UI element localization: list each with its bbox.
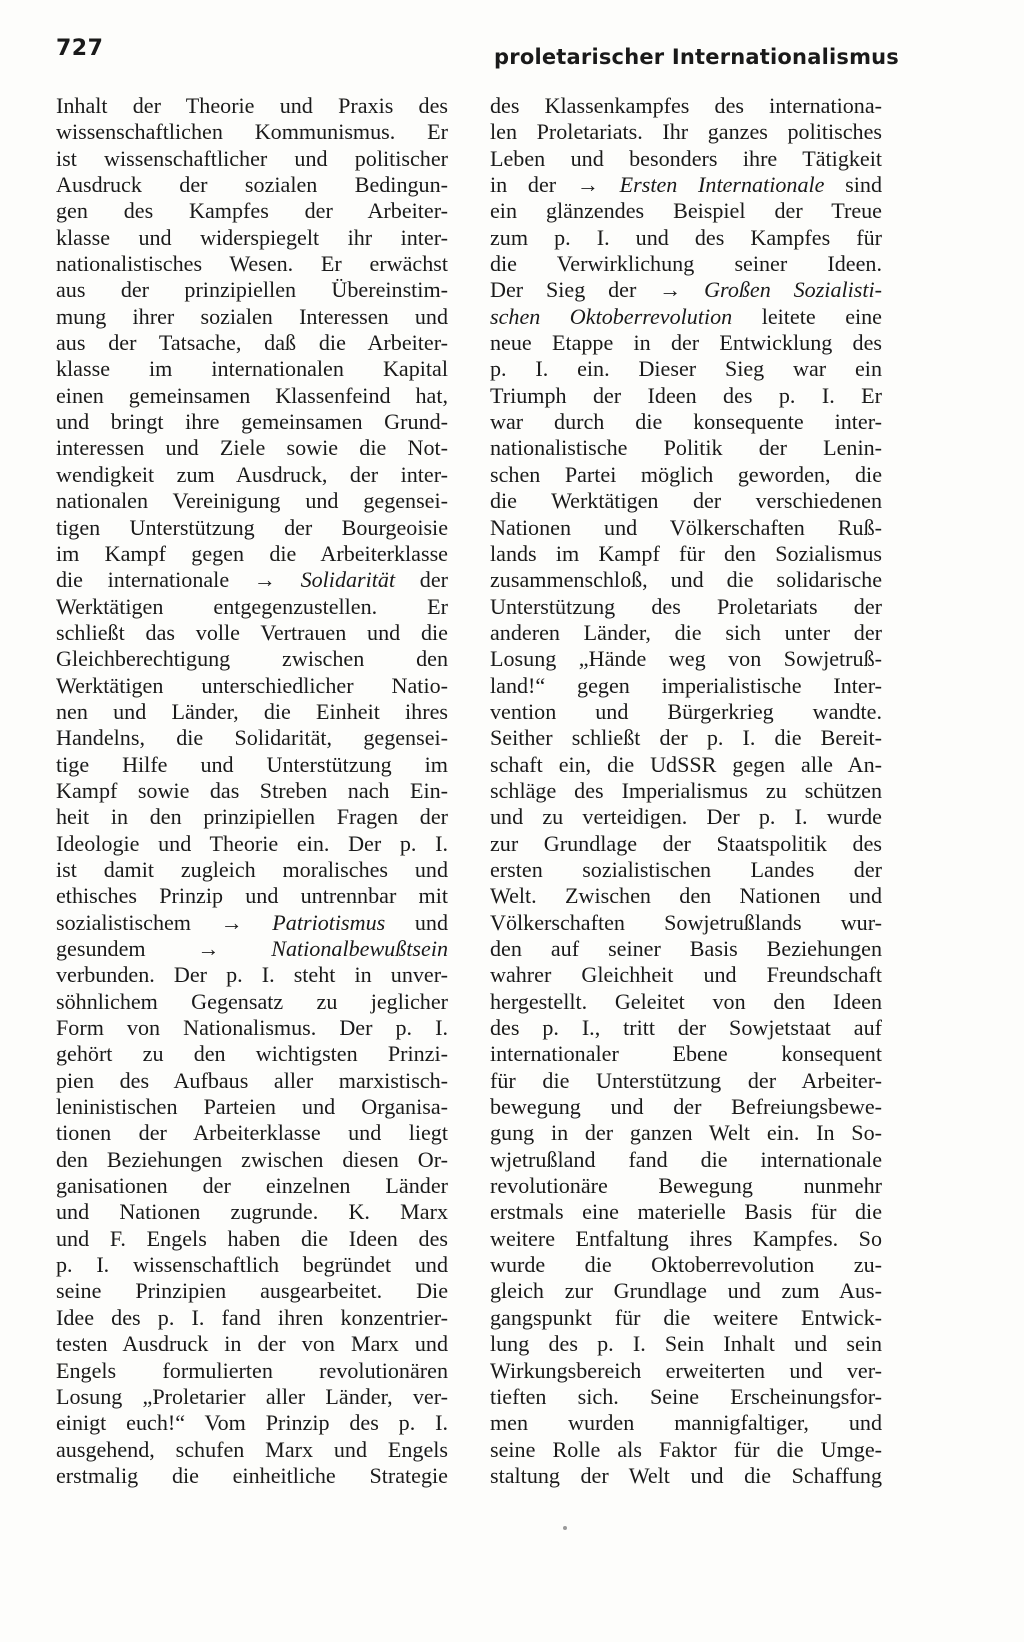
italic-term: Patriotismus [272, 909, 386, 935]
text-line [56, 1410, 448, 1436]
text-segment: söhnlichem Gegensatz zu jeglicher [56, 988, 448, 1014]
text-segment: Der Sieg der → [490, 277, 705, 303]
text-line [490, 198, 882, 224]
text-line [56, 831, 448, 857]
text-segment: p. I. wissenschaftlich begründet und [56, 1252, 448, 1278]
text-line [56, 251, 448, 277]
text-line [56, 1226, 448, 1252]
text-line [490, 93, 882, 119]
text-line [490, 1358, 882, 1384]
italic-term: schen Oktoberrevolution [490, 303, 733, 329]
text-line [490, 673, 882, 699]
text-line [490, 146, 882, 172]
text-line [490, 1437, 882, 1463]
text-line [490, 752, 882, 778]
text-segment: wahrer Gleichheit und Freundschaft [490, 962, 882, 988]
text-line [56, 356, 448, 382]
text-line [56, 1331, 448, 1357]
italic-term: Ersten Internationale [619, 172, 825, 198]
text-segment: Werktätigen unterschiedlicher Natio- [56, 672, 448, 698]
text-line [56, 277, 448, 303]
italic-term: Nationalbewußtsein [271, 936, 448, 961]
text-line [56, 409, 448, 435]
text-line [56, 857, 448, 883]
text-segment: schließt das volle Vertrauen und die [56, 619, 448, 645]
text-line [490, 1094, 882, 1120]
text-segment: schen Partei möglich geworden, die [490, 461, 882, 487]
text-line [490, 594, 882, 620]
text-line [490, 620, 882, 646]
text-segment: des p. I., tritt der Sowjetstaat auf [490, 1015, 882, 1041]
text-segment: nationalistisches Wesen. Er erwächst [56, 251, 448, 277]
text-segment: gen des Kampfes der Arbeiter- [56, 198, 448, 224]
text-line [56, 146, 448, 172]
text-segment: tionen der Arbeiterklasse und liegt [56, 1120, 448, 1146]
text-segment: Welt. Zwischen den Nationen und [490, 883, 882, 909]
text-segment: schaft ein, die UdSSR gegen alle An- [490, 751, 882, 777]
text-line [56, 304, 448, 330]
text-line [56, 1041, 448, 1067]
text-segment: internationaler Ebene konsequent [490, 1041, 882, 1067]
text-line [56, 673, 448, 699]
text-line [56, 1015, 448, 1041]
text-segment: aus der prinzipiellen Übereinstim- [56, 277, 448, 303]
text-segment: Losung „Proletarier aller Länder, ver- [56, 1383, 448, 1409]
text-line [490, 1384, 882, 1410]
text-line [490, 488, 882, 514]
text-line [56, 567, 448, 593]
text-line [490, 646, 882, 672]
text-line [490, 699, 882, 725]
text-line [56, 541, 448, 567]
text-segment: mung ihrer sozialen Interessen und [56, 303, 448, 329]
text-line [490, 409, 882, 435]
text-segment: land!“ gegen imperialistische Inter- [490, 672, 882, 698]
text-line [490, 1331, 882, 1357]
text-line [56, 462, 448, 488]
text-segment: einen gemeinsamen Klassenfeind hat, [56, 382, 448, 408]
text-segment: schläge des Imperialismus zu schützen [490, 777, 882, 803]
text-line [490, 251, 882, 277]
text-line [56, 1463, 448, 1489]
text-segment: gesundem → [56, 936, 272, 961]
text-segment: wendigkeit zum Ausdruck, der inter- [56, 461, 448, 487]
text-line [490, 1120, 882, 1146]
text-segment: klasse im internationalen Kapital [56, 356, 448, 382]
text-segment: ersten sozialistischen Landes der [490, 856, 882, 882]
text-segment: ganisationen der einzelnen Länder [56, 1173, 448, 1199]
text-line [56, 1147, 448, 1173]
text-line [56, 1068, 448, 1094]
text-line [56, 1305, 448, 1331]
text-line [56, 910, 448, 936]
text-segment: nationalistische Politik der Lenin- [490, 435, 882, 461]
text-segment: Handelns, die Solidarität, gegensei- [56, 725, 448, 751]
text-segment: seine Prinzipien ausgearbeitet. Die [56, 1278, 448, 1304]
text-segment: Idee des p. I. fand ihren konzentrier- [56, 1304, 448, 1330]
text-segment: neue Etappe in der Entwicklung des [490, 330, 882, 356]
text-line [56, 93, 448, 119]
text-line [490, 962, 882, 988]
text-line [490, 304, 882, 330]
text-segment: heit in den prinzipiellen Fragen der [56, 804, 448, 830]
text-line [490, 1252, 882, 1278]
text-segment: die Werktätigen der verschiedenen [490, 488, 882, 514]
text-segment: wurde die Oktoberrevolution zu- [490, 1252, 882, 1278]
text-segment: die internationale → [56, 567, 301, 593]
text-line [490, 567, 882, 593]
italic-term: Solidarität [300, 567, 396, 593]
text-line [490, 1147, 882, 1173]
text-segment: und F. Engels haben die Ideen des [56, 1225, 448, 1251]
text-segment: sozialistischem → [56, 909, 273, 935]
text-line [490, 1463, 882, 1489]
text-segment: gehört zu den wichtigsten Prinzi- [56, 1041, 448, 1067]
text-segment: und [385, 909, 448, 935]
text-segment: p. I. ein. Dieser Sieg war ein [490, 356, 882, 382]
text-segment: leitete eine [732, 303, 882, 329]
text-segment: pien des Aufbaus aller marxistisch- [56, 1067, 448, 1093]
text-segment: gangspunkt für die weitere Entwick- [490, 1304, 882, 1330]
text-line [490, 989, 882, 1015]
text-line [490, 383, 882, 409]
text-line [56, 594, 448, 620]
text-segment: Gleichberechtigung zwischen den [56, 646, 448, 672]
text-segment: wissenschaftlichen Kommunismus. Er [56, 119, 448, 145]
text-segment: der [395, 567, 448, 593]
text-column-left [56, 93, 448, 1489]
text-segment: hergestellt. Geleitet von den Ideen [490, 988, 882, 1014]
text-line [56, 1358, 448, 1384]
text-segment: war durch die konsequente inter- [490, 409, 882, 435]
text-line [56, 488, 448, 514]
text-segment: seine Rolle als Faktor für die Umge- [490, 1436, 882, 1462]
text-line [490, 330, 882, 356]
text-segment: aus der Tatsache, daß die Arbeiter- [56, 330, 448, 356]
text-segment: vention und Bürgerkrieg wandte. [490, 698, 882, 724]
text-segment: gleich zur Grundlage und zum Aus- [490, 1278, 882, 1304]
text-segment: Kampf sowie das Streben nach Ein- [56, 777, 448, 803]
text-segment: Völkerschaften Sowjetrußlands wur- [490, 909, 882, 935]
text-segment: die Verwirklichung seiner Ideen. [490, 251, 882, 277]
running-head: proletarischer Internationalismus [494, 45, 899, 69]
italic-term: Großen Sozialisti- [704, 277, 883, 303]
text-line [56, 725, 448, 751]
text-line [490, 1410, 882, 1436]
text-line [490, 778, 882, 804]
text-line [56, 1094, 448, 1120]
text-line [490, 1199, 882, 1225]
text-segment: Leben und besonders ihre Tätigkeit [490, 145, 882, 171]
text-segment: testen Ausdruck in der von Marx und [56, 1331, 448, 1357]
text-line [490, 541, 882, 567]
text-line [56, 646, 448, 672]
text-line [490, 1226, 882, 1252]
text-segment: Losung „Hände weg von Sowjetruß- [490, 646, 882, 672]
text-segment: einigt euch!“ Vom Prinzip des p. I. [56, 1410, 448, 1436]
text-segment: leninistischen Parteien und Organisa- [56, 1094, 448, 1120]
text-line [490, 172, 882, 198]
text-line [56, 119, 448, 145]
text-segment: zusammenschloß, und die solidarische [490, 567, 882, 593]
text-segment: und bringt ihre gemeinsamen Grund- [56, 409, 448, 435]
text-segment: sind [824, 172, 883, 198]
text-line [490, 435, 882, 461]
text-segment: ausgehend, schufen Marx und Engels [56, 1436, 448, 1462]
text-segment: Engels formulierten revolutionären [56, 1357, 448, 1383]
text-line [490, 277, 882, 303]
text-line [56, 225, 448, 251]
text-line [56, 936, 448, 962]
text-line [56, 1120, 448, 1146]
text-line [56, 989, 448, 1015]
text-line [56, 778, 448, 804]
text-line [490, 1305, 882, 1331]
text-segment: Form von Nationalismus. Der p. I. [56, 1015, 448, 1041]
text-line [490, 225, 882, 251]
text-segment: lung des p. I. Sein Inhalt und sein [490, 1331, 882, 1357]
text-segment: erstmals eine materielle Basis für die [490, 1199, 882, 1225]
text-line [56, 962, 448, 988]
text-line [56, 198, 448, 224]
text-segment: den auf seiner Basis Beziehungen [490, 936, 882, 961]
text-line [490, 1068, 882, 1094]
text-segment: revolutionäre Bewegung nunmehr [490, 1173, 882, 1199]
text-segment: Seither schließt der p. I. die Bereit- [490, 725, 882, 751]
text-segment: und Nationen zugrunde. K. Marx [56, 1199, 448, 1225]
text-segment: und zu verteidigen. Der p. I. wurde [490, 804, 882, 830]
text-line [56, 1384, 448, 1410]
text-line [490, 515, 882, 541]
text-line [490, 1015, 882, 1041]
text-segment: nationalen Vereinigung und gegensei- [56, 488, 448, 514]
text-line [56, 1252, 448, 1278]
text-segment: Werktätigen entgegenzustellen. Er [56, 593, 448, 619]
text-segment: bewegung und der Befreiungsbewe- [490, 1094, 882, 1120]
text-segment: klasse und widerspiegelt ihr inter- [56, 224, 448, 250]
text-segment: Triumph der Ideen des p. I. Er [490, 382, 882, 408]
text-line [56, 1199, 448, 1225]
text-line [56, 804, 448, 830]
text-segment: zur Grundlage der Staatspolitik des [490, 830, 882, 856]
text-segment: ist damit zugleich moralisches und [56, 856, 448, 882]
text-segment: len Proletariats. Ihr ganzes politisches [490, 119, 882, 145]
text-line [490, 831, 882, 857]
text-segment: tige Hilfe und Unterstützung im [56, 751, 448, 777]
text-line [490, 119, 882, 145]
text-line [56, 752, 448, 778]
text-segment: für die Unterstützung der Arbeiter- [490, 1067, 882, 1093]
text-line [490, 936, 882, 962]
page-number: 727 [56, 36, 104, 61]
text-segment: weitere Entfaltung ihres Kampfes. So [490, 1225, 882, 1251]
text-line [490, 804, 882, 830]
text-segment: in der → [490, 172, 620, 198]
text-segment: Inhalt der Theorie und Praxis des [56, 93, 448, 118]
text-segment: anderen Länder, die sich unter der [490, 619, 882, 645]
text-line [490, 462, 882, 488]
text-line [490, 356, 882, 382]
text-line [490, 910, 882, 936]
text-line [490, 1278, 882, 1304]
text-segment: den Beziehungen zwischen diesen Or- [56, 1146, 448, 1172]
text-segment: wjetrußland fand die internationale [490, 1146, 882, 1172]
text-segment: men wurden mannigfaltiger, und [490, 1410, 882, 1436]
text-segment: gung in der ganzen Welt ein. In So- [490, 1120, 882, 1146]
text-line [56, 699, 448, 725]
text-line [56, 383, 448, 409]
text-line [56, 883, 448, 909]
text-segment: tieften sich. Seine Erscheinungsfor- [490, 1383, 882, 1409]
text-line [56, 1437, 448, 1463]
text-segment: nen und Länder, die Einheit ihres [56, 698, 448, 724]
text-line [56, 330, 448, 356]
text-segment: erstmalig die einheitliche Strategie [56, 1462, 448, 1488]
text-segment: lands im Kampf für den Sozialismus [490, 540, 882, 566]
text-line [56, 1173, 448, 1199]
text-segment: zum p. I. und des Kampfes für [490, 224, 882, 250]
text-segment: Ideologie und Theorie ein. Der p. I. [56, 830, 448, 856]
text-line [490, 857, 882, 883]
text-line [490, 883, 882, 909]
text-segment: im Kampf gegen die Arbeiterklasse [56, 540, 448, 566]
text-line [56, 620, 448, 646]
text-line [56, 435, 448, 461]
text-segment: des Klassenkampfes des internationa- [490, 93, 882, 118]
text-segment: Ausdruck der sozialen Bedingun- [56, 172, 448, 198]
text-segment: tigen Unterstützung der Bourgeoisie [56, 514, 448, 540]
text-line [490, 725, 882, 751]
text-line [56, 172, 448, 198]
print-speck [563, 1526, 567, 1530]
text-line [56, 1278, 448, 1304]
text-segment: ist wissenschaftlicher und politischer [56, 145, 448, 171]
text-segment: Wirkungsbereich erweiterten und ver- [490, 1357, 882, 1383]
text-segment: Unterstützung des Proletariats der [490, 593, 882, 619]
text-segment: ein glänzendes Beispiel der Treue [490, 198, 882, 224]
text-column-right [490, 93, 882, 1489]
text-line [56, 515, 448, 541]
text-segment: ethisches Prinzip und untrennbar mit [56, 883, 448, 909]
text-segment: staltung der Welt und die Schaffung [490, 1462, 882, 1488]
text-segment: verbunden. Der p. I. steht in unver- [56, 962, 448, 988]
text-line [490, 1041, 882, 1067]
text-segment: interessen und Ziele sowie die Not- [56, 435, 448, 461]
text-segment: Nationen und Völkerschaften Ruß- [490, 514, 882, 540]
text-line [490, 1173, 882, 1199]
